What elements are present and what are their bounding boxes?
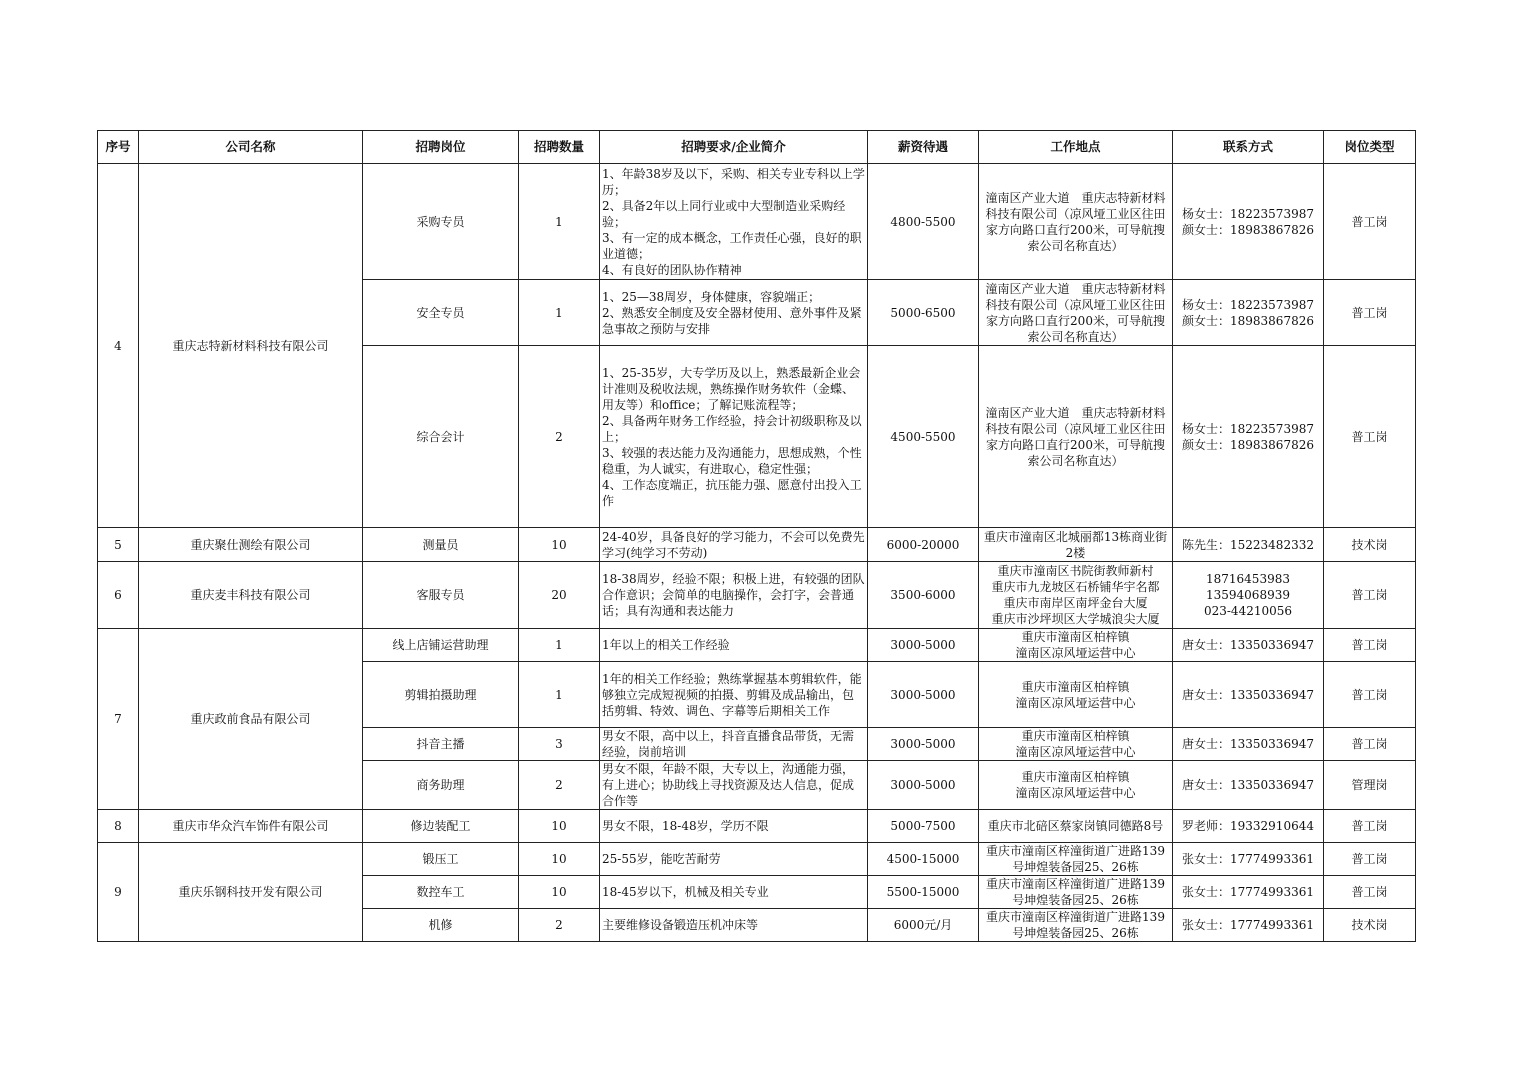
location: 重庆市潼南区柏梓镇 潼南区凉风垭运营中心: [979, 662, 1173, 728]
job-type: 普工岗: [1324, 164, 1416, 280]
count: 3: [519, 728, 600, 761]
requirements: 1年的相关工作经验；熟练掌握基本剪辑软件，能够独立完成短视频的拍摄、剪辑及成品输出，包括剪辑、特效、调色、字幕等后期相关工作: [600, 662, 868, 728]
count: 10: [519, 810, 600, 843]
salary: 3000-5000: [868, 629, 979, 662]
count: 20: [519, 562, 600, 629]
location: 重庆市潼南区梓潼街道广进路139号坤煌装备园25、26栋: [979, 909, 1173, 942]
header-no: 序号: [98, 131, 139, 164]
row-number: 8: [98, 810, 139, 843]
location: 重庆市潼南区柏梓镇 潼南区凉风垭运营中心: [979, 761, 1173, 810]
header-count: 招聘数量: [519, 131, 600, 164]
contact: 张女士：17774993361: [1173, 843, 1324, 876]
header-row: [98, 131, 1416, 164]
header-company: 公司名称: [139, 131, 363, 164]
job-type: 普工岗: [1324, 562, 1416, 629]
location: 重庆市潼南区书院街教师新村 重庆市九龙坡区石桥铺华宇名都 重庆市南岸区南坪金台大厦 重庆市沙坪坝区大学城浪尖大厦: [979, 562, 1173, 629]
contact: 唐女士：13350336947: [1173, 728, 1324, 761]
company-name: 重庆市华众汽车饰件有限公司: [139, 810, 363, 843]
salary: 4800-5500: [868, 164, 979, 280]
company-name: 重庆政前食品有限公司: [139, 629, 363, 810]
requirements: 男女不限，18-48岁，学历不限: [600, 810, 868, 843]
contact: 杨女士：18223573987 颜女士：18983867826: [1173, 164, 1324, 280]
row-number: 5: [98, 528, 139, 562]
requirements: 1、25-35岁，大专学历及以上，熟悉最新企业会计准则及税收法规，熟练操作财务软件（金蝶、用友等）和office；了解记账流程等； 2、具备两年财务工作经验，持会计初级职称及以上； 3、较强的表达能力及沟通能力，思想成熟，个性稳重，为人诚实，有进取心，稳定性强； 4、工作态度端正，抗压能力强、愿意付出投入工作: [600, 346, 868, 528]
position: 锻压工: [363, 843, 519, 876]
position: 安全专员: [363, 280, 519, 346]
location: 重庆市北碚区蔡家岗镇同德路8号: [979, 810, 1173, 843]
location: 重庆市潼南区柏梓镇 潼南区凉风垭运营中心: [979, 728, 1173, 761]
contact: 杨女士：18223573987 颜女士：18983867826: [1173, 280, 1324, 346]
position: 机修: [363, 909, 519, 942]
job-type: 技术岗: [1324, 909, 1416, 942]
header-type: 岗位类型: [1324, 131, 1416, 164]
count: 1: [519, 662, 600, 728]
salary: 5500-15000: [868, 876, 979, 909]
requirements: 1、年龄38岁及以下，采购、相关专业专科以上学历； 2、具备2年以上同行业或中大型制造业采购经验； 3、有一定的成本概念，工作责任心强，良好的职业道德； 4、有良好的团队协作精神: [600, 164, 868, 280]
location: 潼南区产业大道 重庆志特新材料科技有限公司（凉风垭工业区往田家方向路口直行200米，可导航搜索公司名称直达）: [979, 164, 1173, 280]
requirements: 24-40岁，具备良好的学习能力，不会可以免费先学习(纯学习不劳动): [600, 528, 868, 562]
salary: 4500-15000: [868, 843, 979, 876]
table-row: [98, 562, 1416, 629]
count: 2: [519, 761, 600, 810]
contact: 唐女士：13350336947: [1173, 629, 1324, 662]
requirements: 18-38周岁，经验不限；积极上进，有较强的团队合作意识；会简单的电脑操作，会打字，会普通话；具有沟通和表达能力: [600, 562, 868, 629]
job-type: 普工岗: [1324, 810, 1416, 843]
position: 采购专员: [363, 164, 519, 280]
contact: 唐女士：13350336947: [1173, 761, 1324, 810]
position: 综合会计: [363, 346, 519, 528]
location: 重庆市潼南区柏梓镇 潼南区凉风垭运营中心: [979, 629, 1173, 662]
count: 10: [519, 876, 600, 909]
location: 潼南区产业大道 重庆志特新材料科技有限公司（凉风垭工业区往田家方向路口直行200米，可导航搜索公司名称直达）: [979, 280, 1173, 346]
salary: 5000-6500: [868, 280, 979, 346]
company-name: 重庆聚仕测绘有限公司: [139, 528, 363, 562]
position: 数控车工: [363, 876, 519, 909]
position: 抖音主播: [363, 728, 519, 761]
requirements: 1年以上的相关工作经验: [600, 629, 868, 662]
position: 测量员: [363, 528, 519, 562]
count: 1: [519, 629, 600, 662]
row-number: 7: [98, 629, 139, 810]
count: 2: [519, 346, 600, 528]
contact: 罗老师：19332910644: [1173, 810, 1324, 843]
requirements: 主要维修设备锻造压机冲床等: [600, 909, 868, 942]
location: 潼南区产业大道 重庆志特新材料科技有限公司（凉风垭工业区往田家方向路口直行200米，可导航搜索公司名称直达）: [979, 346, 1173, 528]
job-type: 普工岗: [1324, 629, 1416, 662]
position: 客服专员: [363, 562, 519, 629]
table-row: [98, 843, 1416, 876]
job-type: 普工岗: [1324, 728, 1416, 761]
contact: 陈先生：15223482332: [1173, 528, 1324, 562]
contact: 唐女士：13350336947: [1173, 662, 1324, 728]
table-row: [98, 629, 1416, 662]
header-position: 招聘岗位: [363, 131, 519, 164]
table-row: [98, 164, 1416, 280]
count: 1: [519, 164, 600, 280]
salary: 5000-7500: [868, 810, 979, 843]
position: 线上店铺运营助理: [363, 629, 519, 662]
contact: 张女士：17774993361: [1173, 876, 1324, 909]
salary: 6000元/月: [868, 909, 979, 942]
header-contact: 联系方式: [1173, 131, 1324, 164]
salary: 3000-5000: [868, 662, 979, 728]
table-row: [98, 810, 1416, 843]
header-location: 工作地点: [979, 131, 1173, 164]
job-type: 技术岗: [1324, 528, 1416, 562]
row-number: 9: [98, 843, 139, 942]
contact: 18716453983 13594068939 023-44210056: [1173, 562, 1324, 629]
requirements: 18-45岁以下，机械及相关专业: [600, 876, 868, 909]
contact: 杨女士：18223573987 颜女士：18983867826: [1173, 346, 1324, 528]
location: 重庆市潼南区梓潼街道广进路139号坤煌装备园25、26栋: [979, 843, 1173, 876]
company-name: 重庆麦丰科技有限公司: [139, 562, 363, 629]
job-type: 普工岗: [1324, 280, 1416, 346]
count: 10: [519, 528, 600, 562]
job-type: 普工岗: [1324, 346, 1416, 528]
row-number: 4: [98, 164, 139, 528]
position: 商务助理: [363, 761, 519, 810]
count: 1: [519, 280, 600, 346]
salary: 3000-5000: [868, 761, 979, 810]
header-salary: 薪资待遇: [868, 131, 979, 164]
salary: 6000-20000: [868, 528, 979, 562]
job-type: 普工岗: [1324, 843, 1416, 876]
requirements: 男女不限，高中以上，抖音直播食品带货，无需经验，岗前培训: [600, 728, 868, 761]
salary: 3000-5000: [868, 728, 979, 761]
count: 10: [519, 843, 600, 876]
table-row: [98, 528, 1416, 562]
company-name: 重庆乐钢科技开发有限公司: [139, 843, 363, 942]
job-listing-table: [97, 130, 1416, 942]
job-type: 普工岗: [1324, 876, 1416, 909]
job-type: 普工岗: [1324, 662, 1416, 728]
location: 重庆市潼南区北城丽都13栋商业街2楼: [979, 528, 1173, 562]
company-name: 重庆志特新材料科技有限公司: [139, 164, 363, 528]
requirements: 男女不限，年龄不限，大专以上，沟通能力强，有上进心；协助线上寻找资源及达人信息，促成合作等: [600, 761, 868, 810]
row-number: 6: [98, 562, 139, 629]
salary: 4500-5500: [868, 346, 979, 528]
job-type: 管理岗: [1324, 761, 1416, 810]
salary: 3500-6000: [868, 562, 979, 629]
requirements: 1、25—38周岁，身体健康，容貌端正； 2、熟悉安全制度及安全器材使用、意外事件及紧急事故之预防与安排: [600, 280, 868, 346]
contact: 张女士：17774993361: [1173, 909, 1324, 942]
location: 重庆市潼南区梓潼街道广进路139号坤煌装备园25、26栋: [979, 876, 1173, 909]
count: 2: [519, 909, 600, 942]
header-requirements: 招聘要求/企业简介: [600, 131, 868, 164]
requirements: 25-55岁，能吃苦耐劳: [600, 843, 868, 876]
position: 修边装配工: [363, 810, 519, 843]
position: 剪辑拍摄助理: [363, 662, 519, 728]
